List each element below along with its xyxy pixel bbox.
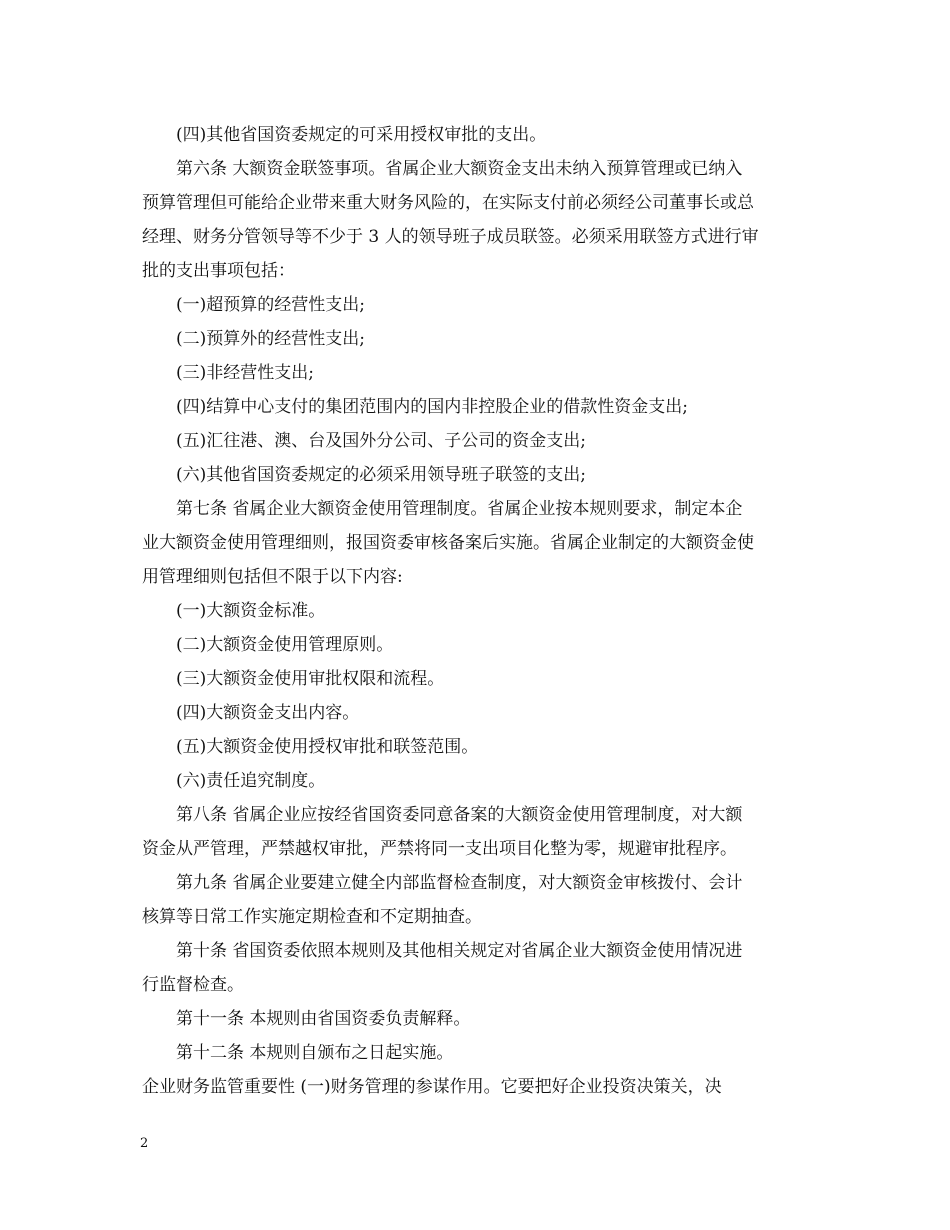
text-line: 第十条 省国资委依照本规则及其他相关规定对省属企业大额资金使用情况进: [176, 941, 743, 961]
text-line: 经理、财务分管领导等不少于 3 人的领导班子成员联签。必须采用联签方式进行审: [142, 227, 759, 247]
document-body: [142, 118, 810, 1104]
text-line: (三)大额资金使用审批权限和流程。: [176, 669, 445, 689]
text-line: (一)超预算的经营性支出;: [176, 295, 365, 315]
text-line: 第六条 大额资金联签事项。省属企业大额资金支出未纳入预算管理或已纳入: [176, 159, 743, 179]
text-line: (五)大额资金使用授权审批和联签范围。: [176, 737, 479, 757]
text-line: (四)结算中心支付的集团范围内的国内非控股企业的借款性资金支出;: [176, 397, 688, 417]
text-line: (四)其他省国资委规定的可采用授权审批的支出。: [176, 125, 547, 145]
text-line: (五)汇往港、澳、台及国外分公司、子公司的资金支出;: [176, 431, 586, 451]
text-line: 预算管理但可能给企业带来重大财务风险的，在实际支付前必须经公司董事长或总: [142, 193, 754, 213]
text-line: (一)大额资金标准。: [176, 601, 326, 621]
text-line: (二)预算外的经营性支出;: [176, 329, 365, 349]
text-line: 第七条 省属企业大额资金使用管理制度。省属企业按本规则要求，制定本企: [176, 499, 743, 519]
text-line: 批的支出事项包括：: [142, 261, 295, 281]
text-line: 用管理细则包括但不限于以下内容:: [142, 567, 403, 587]
text-line: (二)大额资金使用管理原则。: [176, 635, 394, 655]
text-line: (六)其他省国资委规定的必须采用领导班子联签的支出;: [176, 465, 586, 485]
text-line: 核算等日常工作实施定期检查和不定期抽查。: [142, 907, 482, 927]
page-number: 2: [140, 1136, 149, 1151]
text-line: (六)责任追究制度。: [176, 771, 326, 791]
text-line: 第十二条 本规则自颁布之日起实施。: [176, 1043, 454, 1063]
text-line: 第八条 省属企业应按经省国资委同意备案的大额资金使用管理制度，对大额: [176, 805, 743, 825]
text-line: 第九条 省属企业要建立健全内部监督检查制度，对大额资金审核拨付、会计: [176, 873, 743, 893]
text-line: 第十一条 本规则由省国资委负责解释。: [176, 1009, 471, 1029]
text-line: 业大额资金使用管理细则，报国资委审核备案后实施。省属企业制定的大额资金使: [142, 533, 754, 553]
text-line: 行监督检查。: [142, 975, 244, 995]
text-line: (三)非经营性支出;: [176, 363, 314, 383]
text-line: 资金从严管理，严禁越权审批，严禁将同一支出项目化整为零，规避审批程序。: [142, 839, 737, 859]
text-line: (四)大额资金支出内容。: [176, 703, 360, 723]
text-line: 企业财务监管重要性 (一)财务管理的参谋作用。它要把好企业投资决策关，决: [142, 1077, 722, 1097]
